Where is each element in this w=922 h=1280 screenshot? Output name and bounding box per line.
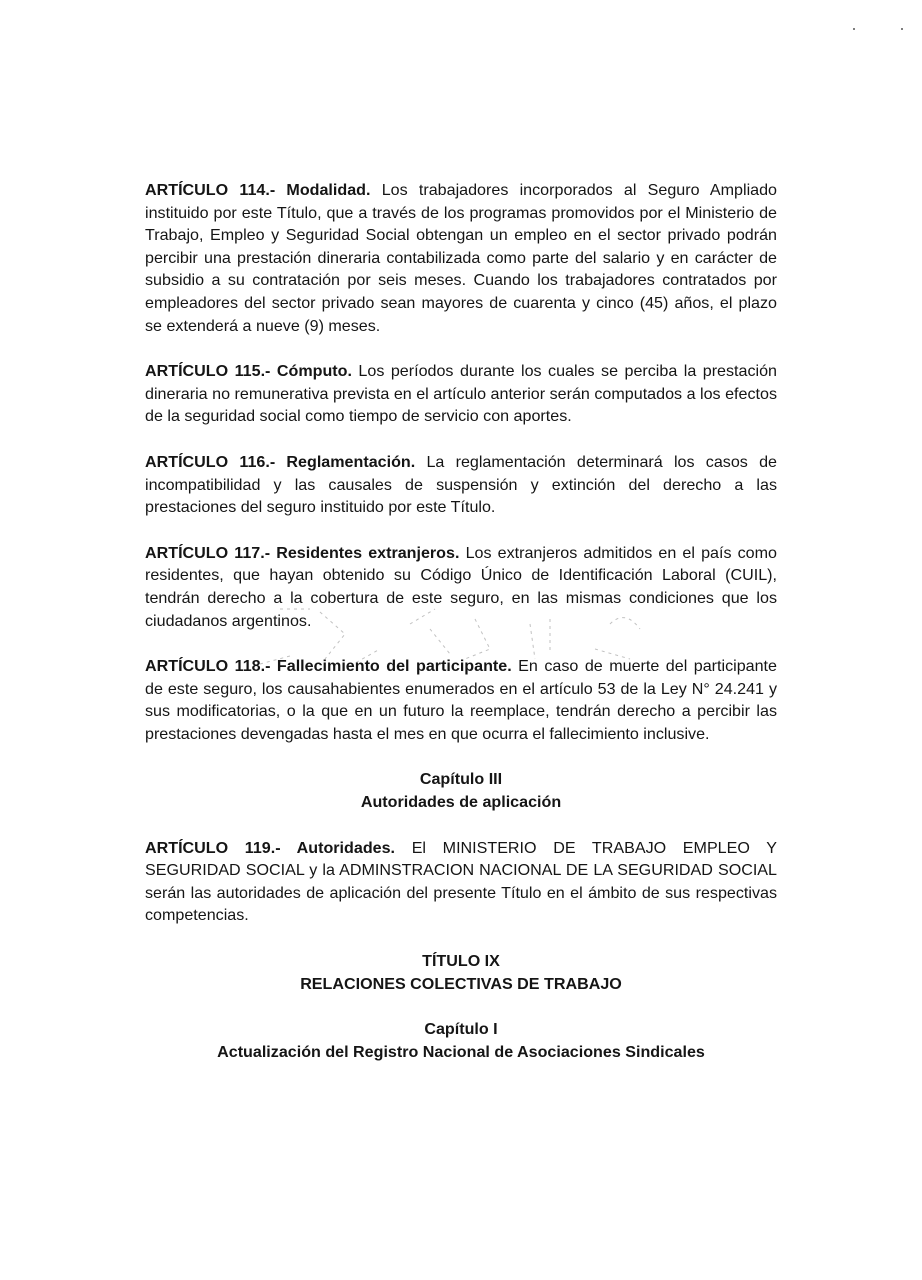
title-number: TÍTULO IX [422, 952, 500, 971]
article-text: En caso de muerte del participante de este seguro, los causahabientes enumerados en el artículo 53 de la Ley N° 24.241 y sus modificatorias, o la que en un futuro la reemplace, tendrán derecho a percibir las prestaciones devengadas hasta el mes en que ocurra el fallecimiento inclusive. [145, 657, 777, 743]
article-heading: ARTÍCULO 115.- Cómputo. [145, 362, 352, 381]
article-text: El MINISTERIO DE TRABAJO EMPLEO Y SEGURIDAD SOCIAL y la ADMINSTRACION NACIONAL DE LA SEGURIDAD SOCIAL serán las autoridades de aplicación del presente Título en el ámbito de sus respectivas competencias. [145, 838, 777, 925]
chapter-title: Capítulo III [419, 770, 503, 789]
article-heading: ARTÍCULO 119.- Autoridades. [145, 838, 396, 857]
article-114 [145, 179, 777, 337]
chapter-subtitle: Autoridades de aplicación [360, 793, 562, 812]
scan-speck [853, 28, 855, 30]
chapter-subtitle: Actualización del Registro Nacional de Asociaciones Sindicales [217, 1042, 705, 1061]
article-heading: ARTÍCULO 118.- Fallecimiento del participante. [145, 657, 512, 676]
title-subtitle: RELACIONES COLECTIVAS DE TRABAJO [300, 974, 622, 993]
article-text: Los períodos durante los cuales se perciba la prestación dineraria no remunerativa prevista en el artículo anterior serán computados a los efectos de la seguridad social como tiempo de servicio con aportes. [145, 362, 778, 426]
article-text: Los extranjeros admitidos en el país como residentes, que hayan obtenido su Código Único de Identificación Laboral (CUIL), tendrán derecho a la cobertura de este seguro, en las mismas condiciones que los ciudadanos argentinos. [145, 543, 777, 630]
chapter-title: Capítulo I [424, 1020, 498, 1039]
article-heading: ARTÍCULO 117.- Residentes extranjeros. [145, 543, 460, 562]
chapter-1-heading [85, 1018, 837, 1063]
document-body [145, 179, 777, 1086]
article-heading: ARTÍCULO 114.- Modalidad. [145, 181, 371, 199]
chapter-3-heading [145, 768, 777, 813]
article-115 [145, 360, 777, 428]
article-text: La reglamentación determinará los casos de incompatibilidad y las causales de suspensión y extinción del derecho a las prestaciones del seguro instituido por este Título. [145, 452, 777, 517]
scan-speck [901, 28, 903, 30]
article-heading: ARTÍCULO 116.- Reglamentación. [145, 452, 416, 471]
article-118 [145, 655, 777, 745]
title-9-heading [145, 950, 777, 995]
article-116 [145, 451, 777, 519]
article-119 [145, 837, 777, 927]
article-117 [145, 542, 777, 632]
article-text: Los trabajadores incorporados al Seguro Ampliado instituido por este Título, que a través de los programas promovidos por el Ministerio de Trabajo, Empleo y Seguridad Social obtengan un empleo en el sector privado podrán percibir una prestación dineraria contabilizada como parte del salario y en carácter de subsidio a su contratación por seis meses. Cuando los trabajadores contratados por empleadores del sector privado sean mayores de cuarenta y cinco (45) años, el plazo se extenderá a nueve (9) meses. [145, 181, 777, 335]
